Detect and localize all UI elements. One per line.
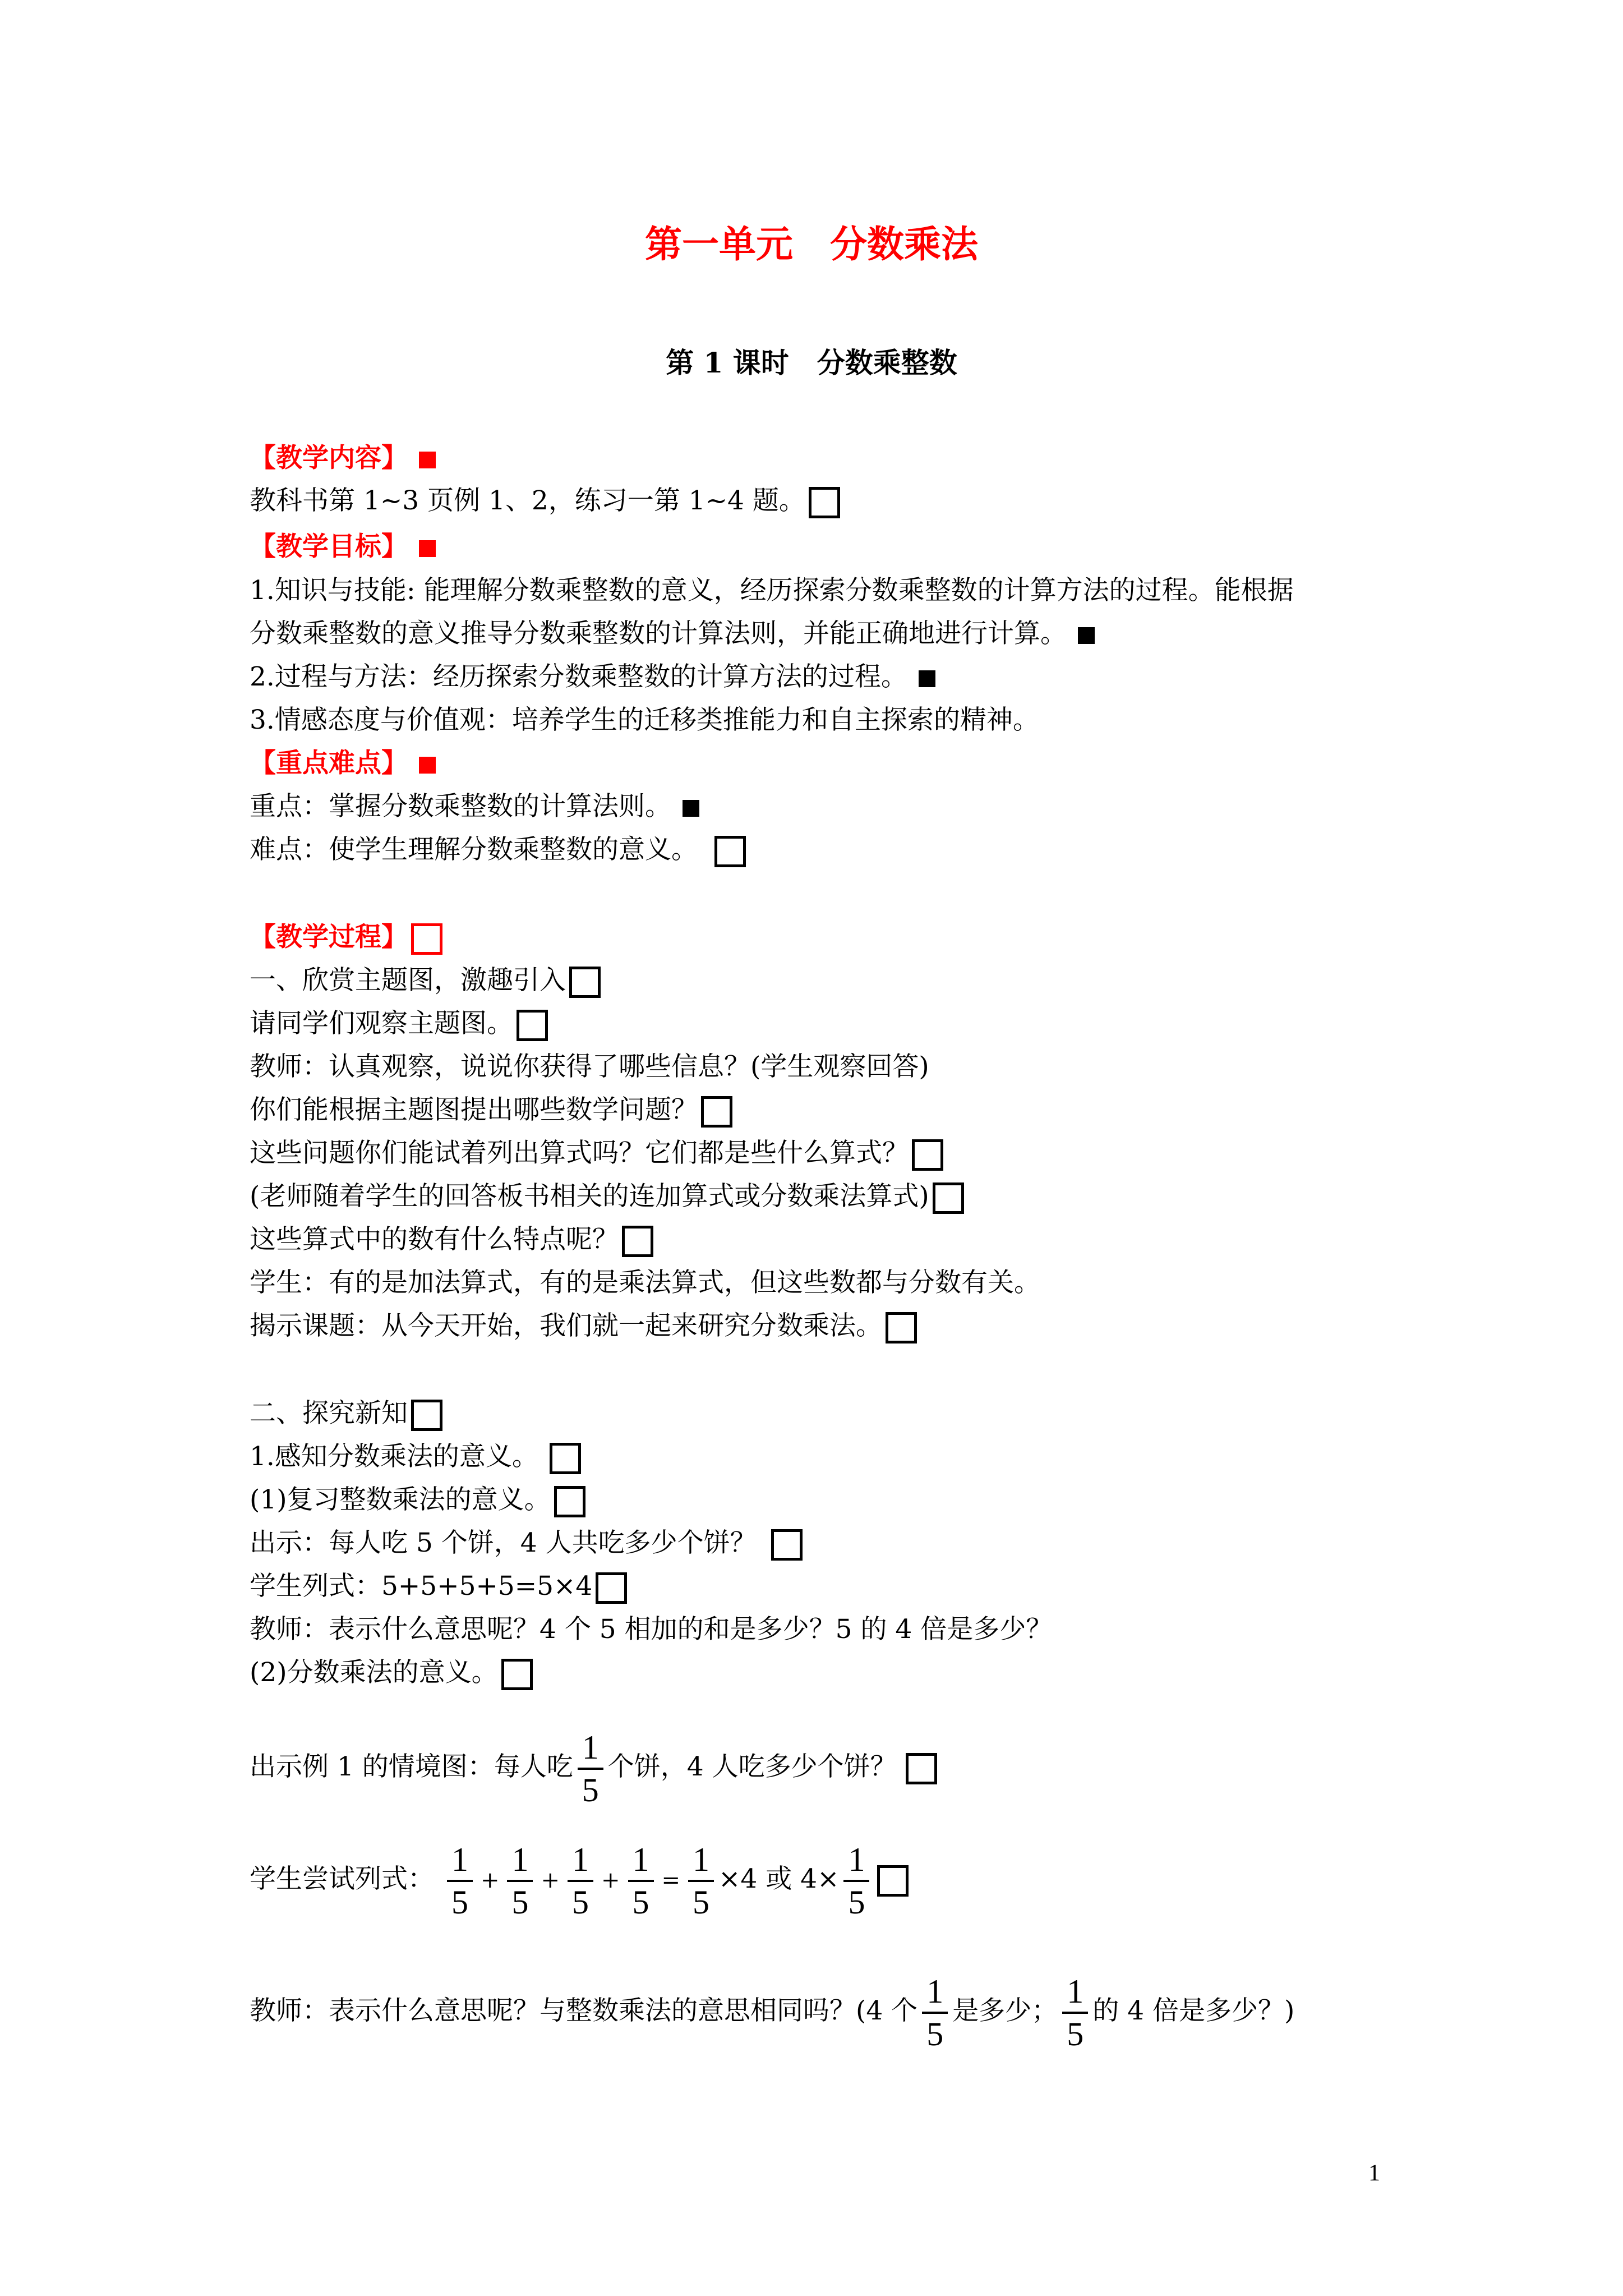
empty-box <box>569 967 601 998</box>
empty-box <box>771 1529 803 1561</box>
fraction: $\frac{1}{5}$ <box>628 1843 654 1919</box>
process-line-9: 揭示课题：从今天开始，我们就一起来研究分数乘法。 <box>250 1309 917 1343</box>
process-line-4: 你们能根据主题图提出哪些数学问题？ <box>250 1093 732 1128</box>
fraction: $\frac{1}{5}$ <box>922 1975 948 2051</box>
process-line-6: (老师随着学生的回答板书相关的连加算式或分数乘法算式) <box>250 1180 964 1214</box>
section-2-line-2: (1)复习整数乘法的意义。 <box>250 1483 585 1517</box>
section-2-line-4: 学生列式：5+5+5+5=5×4 <box>250 1570 627 1604</box>
goal-1-line-2: 分数乘整数的意义推导分数乘整数的计算法则，并能正确地进行计算。 <box>250 617 1095 651</box>
black-square-marker <box>919 670 935 687</box>
section-2-line-5: 教师：表示什么意思呢？4 个 5 相加的和是多少？5 的 4 倍是多少？ <box>250 1614 1053 1645</box>
fraction: $\frac{1}{5}$ <box>447 1843 473 1919</box>
content-heading: 【教学内容】 <box>250 441 436 475</box>
page-title: 第一单元 分数乘法 <box>645 222 978 266</box>
empty-box <box>906 1753 937 1784</box>
process-line-1: 一、欣赏主题图，激趣引入 <box>250 964 601 998</box>
fraction: $\frac{1}{5}$ <box>843 1843 869 1919</box>
empty-box <box>517 1010 548 1041</box>
empty-box <box>877 1865 909 1897</box>
difficult-point: 难点：使学生理解分数乘整数的意义。 <box>250 833 746 867</box>
process-line-3: 教师：认真观察，说说你获得了哪些信息？(学生观察回答) <box>250 1051 929 1082</box>
process-line-5: 这些问题你们能试着列出算式吗？它们都是些什么算式？ <box>250 1137 943 1171</box>
red-square-marker <box>419 452 436 468</box>
example-2-line: 学生尝试列式： $\frac{1}{5}$ + $\frac{1}{5}$ + $\frac{1}{5}$ + $\frac{1}{5}$ = $\frac{1}{5}$ ×4 或 4× $\frac{1}{5}$ <box>250 1843 909 1919</box>
empty-box <box>933 1182 964 1214</box>
section-2-heading: 二、探究新知 <box>250 1397 442 1431</box>
keypoints-heading: 【重点难点】 <box>250 747 436 780</box>
black-square-marker <box>683 800 699 817</box>
goal-1-line-1: 1.知识与技能: 能理解分数乘整数的意义，经历探索分数乘整数的计算方法的过程。能根据 <box>250 575 1294 606</box>
goal-2: 2.过程与方法：经历探索分数乘整数的计算方法的过程。 <box>250 660 935 694</box>
black-square-marker <box>1078 627 1095 644</box>
section-2-line-6: (2)分数乘法的意义。 <box>250 1656 533 1690</box>
red-empty-box <box>411 923 442 955</box>
process-line-8: 学生：有的是加法算式，有的是乘法算式，但这些数都与分数有关。 <box>250 1267 1040 1298</box>
empty-box <box>596 1572 627 1604</box>
process-heading: 【教学过程】 <box>250 921 442 955</box>
page-number: 1 <box>1368 2160 1380 2186</box>
empty-box <box>411 1400 442 1431</box>
fraction: $\frac{1}{5}$ <box>1062 1975 1088 2051</box>
content-text: 教科书第 1~3 页例 1、2，练习一第 1~4 题。 <box>250 484 840 518</box>
empty-box <box>912 1139 943 1171</box>
empty-box <box>701 1096 732 1128</box>
goals-heading: 【教学目标】 <box>250 530 436 564</box>
empty-box <box>886 1312 917 1343</box>
empty-box <box>622 1226 653 1257</box>
fraction: $\frac{1}{5}$ <box>578 1731 603 1807</box>
section-2-line-1: 1.感知分数乘法的意义。 <box>250 1440 581 1474</box>
process-line-2: 请同学们观察主题图。 <box>250 1007 548 1041</box>
empty-box <box>501 1659 533 1690</box>
red-square-marker <box>419 757 436 774</box>
fraction: $\frac{1}{5}$ <box>507 1843 533 1919</box>
empty-box <box>714 836 746 867</box>
process-line-7: 这些算式中的数有什么特点呢？ <box>250 1223 653 1257</box>
red-square-marker <box>419 540 436 557</box>
fraction: $\frac{1}{5}$ <box>688 1843 714 1919</box>
goal-3: 3.情感态度与价值观：培养学生的迁移类推能力和自主探索的精神。 <box>250 705 1039 735</box>
section-2-line-3: 出示：每人吃 5 个饼，4 人共吃多少个饼？ <box>250 1526 803 1561</box>
empty-box <box>554 1486 585 1517</box>
empty-box <box>809 487 840 518</box>
example-1-line: 出示例 1 的情境图：每人吃 $\frac{1}{5}$ 个饼，4 人吃多少个饼？ <box>250 1731 937 1807</box>
empty-box <box>550 1443 581 1474</box>
lesson-subtitle: 第 1 课时 分数乘整数 <box>666 346 957 379</box>
key-point: 重点：掌握分数乘整数的计算法则。 <box>250 790 699 823</box>
fraction: $\frac{1}{5}$ <box>568 1843 593 1919</box>
example-3-line: 教师：表示什么意思呢？与整数乘法的意思相同吗？(4 个 $\frac{1}{5}$ 是多少； $\frac{1}{5}$ 的 4 倍是多少？) <box>250 1973 1295 2053</box>
